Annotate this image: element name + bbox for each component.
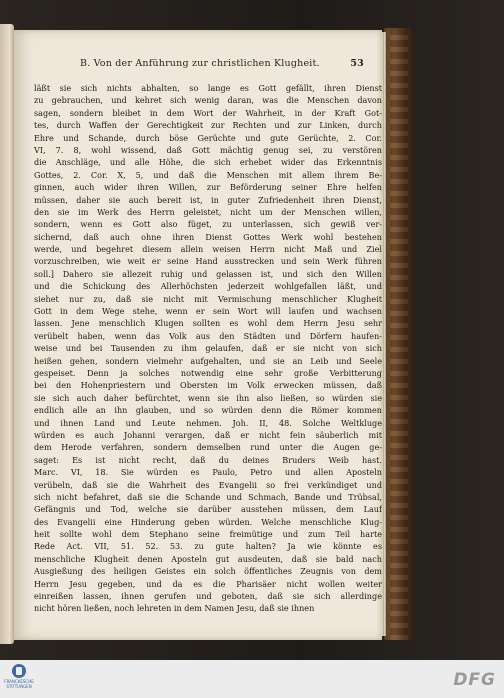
facing-page-edge	[0, 24, 14, 644]
running-head	[74, 56, 364, 72]
text-line: läßt sie sich nichts abhalten, so lange es Gott gefällt, ihren Dienst	[34, 83, 382, 93]
text-line: ginnen, auch wider ihren Willen, zur Beförderung seiner Ehre helfen	[34, 182, 382, 193]
text-line: tes, durch Waffen der Gerechtigkeit zur Rechten und zur Linken, durch	[34, 120, 382, 131]
text-line: Ausgießung des heiligen Geistes ein solch öffentliches Zeugnis von dem	[34, 566, 382, 577]
text-line: gespeiset. Denn ja solches notwendig eine sehr große Verbitterung	[34, 367, 382, 378]
text-line: Herrn Jesu gegeben, und da es die Pharisäer nicht wollen weiter	[34, 578, 382, 589]
viewer-footer	[0, 660, 504, 698]
book-cover-edge	[384, 28, 414, 640]
text-line: bei den Hohenpriestern und Obersten im Volk erwecken müssen, daß	[34, 380, 382, 391]
text-line: sie sich auch daher befürchtet, wenn sie ihn also ließen, so würden sie	[34, 392, 382, 403]
text-line: dem Herode verfahren, sondern demselben rund unter die Augen ge-	[34, 442, 382, 453]
text-line: müssen, daher sie auch bereit ist, in guter Zufriedenheit ihren Dienst,	[34, 194, 382, 205]
library-logo[interactable]	[4, 664, 34, 694]
text-line: würden es auch Johanni verargen, daß er nicht fein säuberlich mit	[34, 429, 382, 440]
text-line: nicht hören ließen, noch lehreten in dem Namen Jesu, daß sie ihnen	[34, 603, 315, 614]
text-line: werde, und begehret diesem allein weisen Herrn nicht Maß und Ziel	[34, 244, 382, 255]
text-line: siehet nur zu, daß sie nicht mit Vermischung menschlicher Klugheit	[34, 293, 382, 304]
text-line: Gottes, 2. Cor. X, 5, und daß die Menschen mit allem ihrem Be-	[34, 169, 382, 180]
text-line: Ehre und Schande, durch böse Gerüchte und gute Gerüchte, 2. Cor.	[34, 132, 382, 143]
body-text	[34, 82, 382, 615]
book-page	[14, 30, 382, 640]
text-line: verübelt haben, wenn das Volk aus den Städten und Dörfern haufen-	[34, 330, 382, 341]
text-line: sich nicht befahret, daß sie die Schande und Schmach, Bande und Trübsal,	[34, 491, 382, 502]
running-title: B. Von der Anführung zur christlichen Klugheit.	[80, 58, 320, 69]
text-line: sichernd, daß auch ohne ihren Dienst Gottes Werk wohl bestehen	[34, 231, 382, 242]
text-line: und ihnen Land und Leute nehmen. Joh. II, 48. Solche Weltkluge	[34, 417, 382, 428]
text-line: weise und bei Tausenden zu ihm gelaufen, daß er sie nicht von sich	[34, 343, 382, 354]
library-logo-icon	[12, 664, 26, 678]
text-line: vorzuschreiben, wie weit er seine Hand ausstrecken und sein Werk führen	[34, 256, 382, 267]
text-line: verübeln, daß sie die Wahrheit des Evangelii so frei verkündiget und	[34, 479, 382, 490]
text-line: Marc. VI, 18. Sie würden es Paulo, Petro und allen Aposteln	[34, 467, 382, 478]
text-line: einreißen lassen, ihnen gerufen und geboten, daß sie sich allerdinge	[34, 591, 382, 602]
text-line: des Evangelii eine Hinderung geben würden. Welche menschliche Klug-	[34, 516, 382, 527]
text-line: Rede Act. VII, 51. 52. 53. zu gute halten? Ja wie könnte es	[34, 541, 382, 552]
text-line: Gefängnis und Tod, welche sie darüber ausstehen müssen, dem Lauf	[34, 504, 382, 515]
text-line: endlich alle an ihn glauben, und so würden denn die Römer kommen	[34, 405, 382, 416]
text-line: lassen. Jene menschlich Klugen sollten es wohl dem Herrn Jesu sehr	[34, 318, 382, 329]
text-line: zu gebrauchen, und kehret sich wenig daran, was die Menschen davon	[34, 95, 382, 106]
text-line: heit sollte wohl dem Stephano seine freimütige und zum Teil harte	[34, 529, 382, 540]
text-line: Gott in dem Wege stehe, wenn er sein Wort will laufen und wachsen	[34, 306, 382, 317]
page-number: 53	[350, 58, 364, 69]
text-line: den sie im Werk des Herrn geleistet, nicht um der Menschen willen,	[34, 206, 382, 217]
text-line: saget: Es ist nicht recht, daß du deines Bruders Weib hast.	[34, 454, 382, 465]
text-line: VI, 7. 8, wohl wissend, daß Gott mächtig genug sei, zu verstören	[34, 144, 382, 155]
text-line: menschliche Klugheit denen Aposteln gut ausdeuten, daß sie bald nach	[34, 553, 382, 564]
text-line: sagen, sondern bleibet in dem Wort der Wahrheit, in der Kraft Got-	[34, 107, 382, 118]
text-line: sondern, wenn es Gott also füget, zu unterlassen, sich gewiß ver-	[34, 219, 382, 230]
text-line: soll.] Dahero sie allezeit ruhig und gelassen ist, und sich den Willen	[34, 268, 382, 279]
text-line: heißen gehen, sondern vielmehr aufgehalten, und sie an Leib und Seele	[34, 355, 382, 366]
dfg-logo[interactable]: DFG	[453, 670, 496, 690]
library-logo-text: FRANCKESCHE STIFTUNGEN	[4, 679, 34, 689]
text-line: und die Schickung des Allerhöchsten jederzeit wohlgefallen läßt, und	[34, 281, 382, 292]
text-line: die Anschläge, und alle Höhe, die sich erhebet wider das Erkenntnis	[34, 157, 382, 168]
